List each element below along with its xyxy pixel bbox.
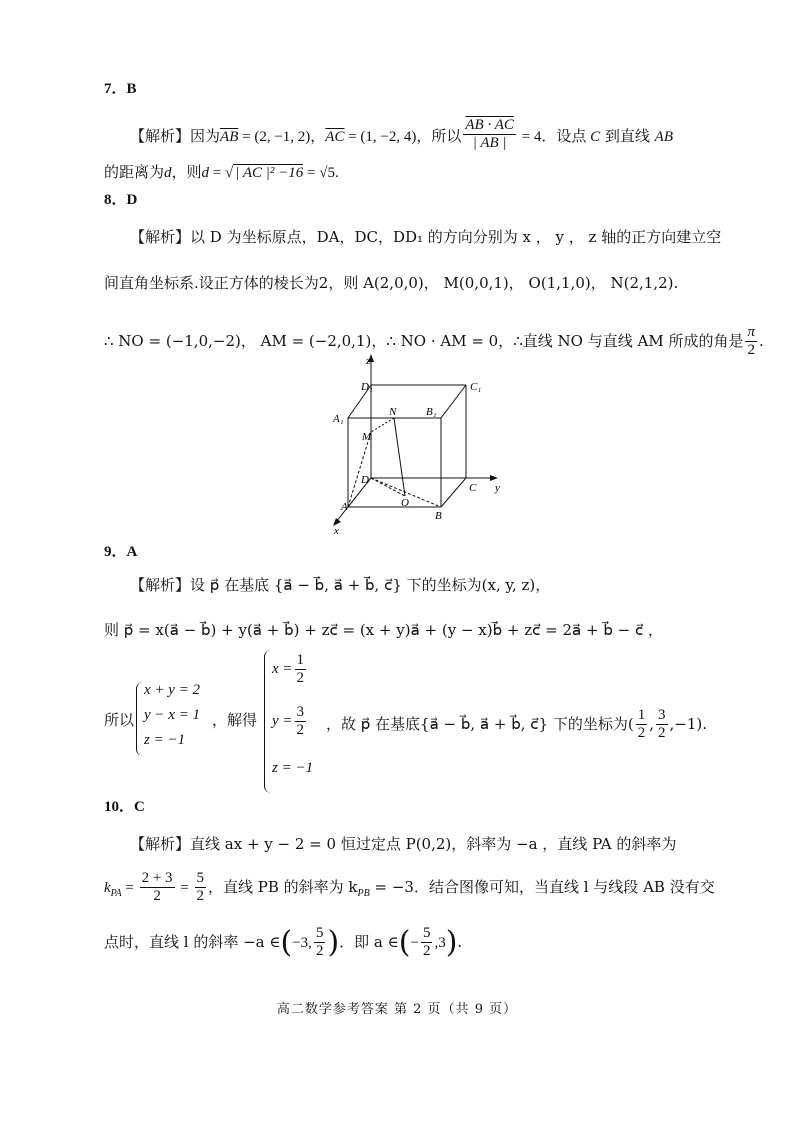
analysis-tag: 【解析】 [130, 228, 191, 246]
q8-fraction [745, 324, 757, 360]
q7-d: d [201, 165, 210, 181]
q8-heading: 8．D [104, 192, 138, 208]
eq: = [176, 879, 193, 896]
coord-2-num: 3 [656, 707, 668, 725]
segment-do [371, 478, 405, 496]
coord-1-den: 2 [637, 725, 646, 742]
q10-text: 直线 ax + y − 2 = 0 恒过定点 P(0,2)，斜率为 −a ，直线 PA 的斜率为 [190, 835, 677, 853]
q7-ab-value: = (2, −1, 2)， [238, 128, 326, 145]
system-brace [136, 682, 143, 756]
q8-two: 2 [747, 342, 755, 359]
segment-am [348, 432, 371, 507]
label-d: D [361, 474, 369, 486]
q9-tail: ，故 p⃗ 在基底{a⃗ − b⃗, a⃗ + b⃗, c⃗} 下的坐标为( $\frac{1}{2}$ , $\frac{3}{2}$ ,−1). [326, 707, 708, 742]
q7-line1 [130, 119, 673, 155]
solution-brace [264, 650, 271, 793]
edge-b1c1 [441, 385, 466, 418]
q7-point-c: C [590, 128, 601, 145]
q7-text: 因为 [190, 126, 221, 145]
y-eq: y = [272, 713, 293, 730]
vector-AC: $\overline{AC}$ [325, 128, 345, 145]
vector-AB: $\overline{AB}$ [220, 128, 239, 145]
q10-text: = −3．结合图像可知，当直线 l 与线段 AB 没有交 [369, 877, 715, 896]
q10-heading: 10．C [104, 799, 145, 815]
y-den: 2 [296, 722, 305, 739]
label-b: B [435, 510, 442, 522]
q9-solve: ，解得 [212, 711, 258, 729]
interval-2-num: 5 [421, 925, 433, 943]
arrow-y [490, 475, 498, 481]
label-m: M [362, 431, 372, 443]
segment-no [394, 418, 405, 496]
q7-fraction [463, 117, 515, 153]
label-z: z [366, 355, 371, 367]
q7-sqrt: | AC |² −16 [235, 165, 304, 181]
q9-so: 所以 [104, 711, 135, 729]
eq-2: y − x = 1 [144, 707, 201, 723]
label-a: A [341, 501, 348, 513]
interval-2-minus: − [410, 934, 419, 951]
coord-1-num: 1 [636, 707, 648, 725]
label-n: N [389, 406, 397, 418]
eq: = [121, 879, 138, 896]
solution-values [272, 652, 313, 777]
x-num: 1 [295, 652, 307, 670]
f1-num: 2 + 3 [140, 870, 175, 888]
q8-line2: 间直角坐标系.设正方体的棱长为2，则 A(2,0,0)， M(0,0,1)， O(1,1,0)， N(2,1,2). [104, 274, 679, 292]
cube-diagram [328, 350, 518, 535]
analysis-tag: 【解析】 [130, 576, 191, 594]
label-b1: B₁ [426, 406, 437, 418]
q9-text: 设 p⃗ 在基底 {a⃗ − b⃗, a⃗ + b⃗, c⃗} 下的坐标为(x, y, z)， [190, 576, 551, 594]
q10-text: 点时，直线 l 的斜率 −a ∈ [104, 932, 281, 951]
k-pa-sub: PA [110, 887, 122, 899]
q7-text: ，则 [171, 163, 202, 181]
system-equations [144, 682, 200, 756]
q7-heading: 7．B [104, 81, 137, 97]
q8-dot: . [758, 331, 764, 350]
q9-line2: 则 p⃗ = x(a⃗ − b⃗) + y(a⃗ + b⃗) + zc⃗ = (x + y)a⃗ + (y − x)b⃗ + zc⃗ = 2a⃗ + b⃗ − c⃗ ， [104, 621, 663, 639]
q9-tail-end: ,−1). [669, 714, 708, 733]
q10-end: . [457, 932, 463, 951]
label-d1: D₁ [361, 381, 373, 393]
y-num: 3 [295, 704, 307, 722]
q7-text: 到直线 [600, 126, 655, 145]
q7-result: = √5. [303, 165, 339, 181]
interval-1-start: −3, [292, 934, 312, 951]
label-y: y [495, 482, 500, 494]
x-eq: x = [272, 661, 293, 678]
k-pb-sub: PB [357, 887, 370, 899]
q9-tail-text: ，故 p⃗ 在基底{a⃗ − b⃗, a⃗ + b⃗, c⃗} 下的坐标为( [326, 714, 634, 733]
q8-text: 以 D 为坐标原点，DA，DC，DD₁ 的方向分别为 x ， y ， z 轴的正方向建立空 [190, 228, 722, 246]
analysis-tag: 【解析】 [130, 835, 191, 853]
q8-text: ∴ NO = (−1,0,−2)， AM = (−2,0,1)，∴ NO · AM = 0，∴直线 NO 与直线 AM 所成的角是 [104, 331, 744, 350]
z-eq: z = −1 [272, 760, 314, 776]
q9-heading: 9．A [104, 544, 138, 560]
analysis-tag: 【解析】 [130, 126, 191, 145]
q7-line-ab: AB [654, 128, 673, 145]
label-c1: C₁ [470, 381, 482, 393]
f2-den: 2 [196, 888, 205, 905]
f1-den: 2 [153, 888, 161, 905]
q8-pi: π [745, 324, 757, 342]
q9-line1 [130, 578, 550, 593]
interval-1-den: 2 [315, 943, 324, 960]
label-o: O [401, 497, 409, 509]
q9-solution [104, 650, 708, 795]
eq-1: x + y = 2 [144, 682, 201, 698]
q10-line1 [130, 837, 676, 852]
q10-text: ．即 a ∈ [339, 932, 399, 951]
q8-line1 [130, 230, 721, 245]
page-footer: 高二数学参考答案 第 2 页（共 9 页） [276, 1002, 518, 1017]
q7-text: 所以 [431, 126, 462, 145]
label-a1: A₁ [333, 413, 344, 425]
interval-2-den: 2 [422, 943, 431, 960]
q7-text: = 4．设点 [517, 128, 591, 145]
f2-num: 5 [195, 870, 207, 888]
coord-2-den: 2 [658, 725, 666, 742]
k-pa: k [104, 879, 111, 896]
interval-2-end: ,3 [434, 934, 446, 951]
q7-text: 的距离为 [104, 163, 165, 181]
q7-line2: 的距离为d，则d = √ | AC |² −16 = √5. [104, 163, 339, 181]
interval-1-num: 5 [314, 925, 326, 943]
q7-ac-value: = (1, −2, 4)， [344, 128, 432, 145]
cube-figure [328, 350, 518, 539]
label-c: C [469, 482, 477, 494]
x-den: 2 [296, 670, 305, 687]
q10-line2 [104, 870, 715, 906]
q7-d: d [164, 165, 172, 181]
q10-line3: 点时，直线 l 的斜率 −a ∈(−3, $\frac{5}{2}$ )．即 a ∈(− $\frac{5}{2}$ ,3). [104, 924, 463, 960]
q7-frac-den: | AB | [472, 135, 507, 152]
eq-3: z = −1 [144, 732, 186, 748]
label-x: x [334, 525, 339, 535]
edge-bc [441, 478, 466, 507]
q7-frac-num: AB · AC [463, 117, 515, 135]
q10-text: ，直线 PB 的斜率为 k [208, 877, 358, 896]
segment-nm [371, 418, 394, 432]
